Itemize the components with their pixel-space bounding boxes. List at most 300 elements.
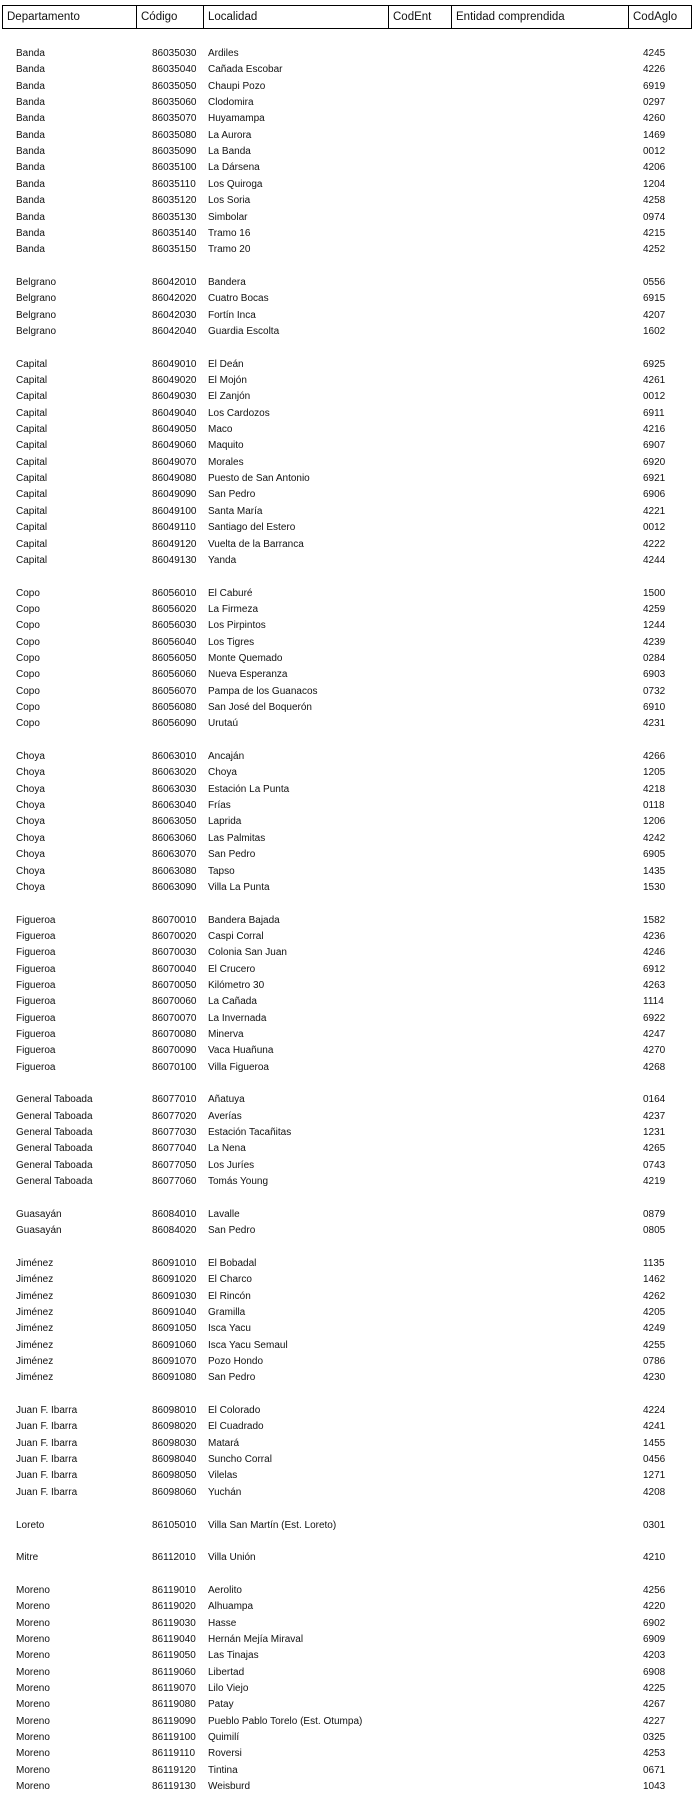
localidad-cell: Suncho Corral	[208, 1454, 272, 1466]
departamento-cell: Choya	[16, 783, 45, 795]
codigo-cell: 86070070	[152, 1012, 197, 1024]
departamento-cell: Choya	[16, 865, 45, 877]
localidad-cell: Alhuampa	[208, 1601, 254, 1613]
codigo-cell: 86056020	[152, 603, 197, 615]
departamento-cell: Belgrano	[16, 325, 57, 337]
departamento-cell: Copo	[16, 718, 40, 730]
departamento-cell: Jiménez	[16, 1356, 54, 1367]
table-row	[0, 1370, 697, 1386]
codaglo-cell: 4227	[643, 1715, 666, 1727]
codaglo-cell: 4218	[643, 783, 666, 795]
codigo-cell: 86063030	[152, 783, 197, 795]
table-row	[0, 749, 697, 765]
codaglo-cell: 4266	[643, 751, 666, 763]
localidad-cell: Caspi Corral	[208, 930, 264, 942]
localidad-cell: Villa Figueroa	[208, 1061, 269, 1073]
localidad-cell: Gramilla	[208, 1306, 246, 1318]
codaglo-cell: 0456	[643, 1454, 666, 1466]
codaglo-cell: 0974	[643, 211, 666, 223]
codigo-cell: 86063080	[152, 865, 197, 877]
codigo-cell: 86070100	[152, 1061, 197, 1073]
localidad-cell: Pueblo Pablo Torelo (Est. Otumpa)	[208, 1715, 363, 1727]
localidad-cell: Bandera	[208, 276, 246, 288]
table-row	[0, 1043, 697, 1059]
localidad-cell: Frías	[208, 800, 231, 812]
localidad-cell: Aerolito	[208, 1584, 242, 1596]
codigo-cell: 86049010	[152, 358, 197, 370]
codigo-cell: 86091060	[152, 1339, 197, 1351]
localidad-cell: Lavalle	[208, 1208, 240, 1220]
departamento-cell: Moreno	[16, 1715, 50, 1727]
table-row	[0, 308, 697, 324]
codigo-cell: 86091030	[152, 1290, 197, 1302]
departamento-cell: Banda	[16, 195, 45, 207]
departamento-cell: Capital	[16, 489, 48, 501]
departamento-cell: Juan F. Ibarra	[16, 1454, 78, 1466]
localidad-cell: La Nena	[208, 1143, 246, 1155]
table-row	[0, 357, 697, 373]
codaglo-cell: 4219	[643, 1176, 666, 1188]
codaglo-cell: 4208	[643, 1486, 666, 1498]
table-row	[0, 651, 697, 667]
codaglo-cell: 0743	[643, 1159, 666, 1171]
departamento-cell: Jiménez	[16, 1290, 54, 1302]
departamento-cell: Figueroa	[16, 914, 56, 926]
codigo-cell: 86098020	[152, 1421, 197, 1433]
localidad-cell: Ancaján	[208, 751, 245, 763]
table-row	[0, 1060, 697, 1076]
codigo-cell: 86049090	[152, 489, 197, 501]
departamento-cell: Moreno	[16, 1764, 50, 1776]
codaglo-cell: 4239	[643, 636, 666, 648]
codigo-cell: 86077030	[152, 1127, 197, 1139]
table-row	[0, 79, 697, 95]
departamento-cell: Banda	[16, 97, 45, 109]
codaglo-cell: 4253	[643, 1748, 666, 1760]
codigo-cell: 86077050	[152, 1159, 197, 1171]
table-row	[0, 798, 697, 814]
codigo-cell: 86056080	[152, 702, 197, 713]
codaglo-cell: 4268	[643, 1061, 666, 1073]
codaglo-cell: 4247	[643, 1029, 666, 1040]
departamento-cell: Jiménez	[16, 1257, 54, 1269]
codigo-cell: 86091010	[152, 1257, 197, 1269]
table-row	[0, 1256, 697, 1272]
departamento-cell: Capital	[16, 554, 48, 566]
table-row	[0, 1697, 697, 1713]
table-row	[0, 1648, 697, 1664]
localidad-cell: Los Pirpintos	[208, 620, 266, 632]
codigo-cell: 86070010	[152, 914, 197, 926]
codaglo-cell: 4224	[643, 1405, 666, 1417]
codigo-cell: 86070060	[152, 996, 197, 1008]
departamento-cell: Jiménez	[16, 1372, 54, 1384]
codaglo-cell: 0118	[643, 800, 665, 812]
table-row	[0, 814, 697, 830]
localidad-cell: Bandera Bajada	[208, 914, 280, 926]
codigo-cell: 86119040	[152, 1633, 196, 1645]
table-row	[0, 1730, 697, 1746]
codigo-cell: 86119060	[152, 1666, 196, 1678]
codaglo-cell: 6909	[643, 1633, 666, 1645]
localidad-cell: Puesto de San Antonio	[208, 473, 310, 485]
localidad-cell: El Rincón	[208, 1290, 251, 1302]
table-row	[0, 1141, 697, 1157]
table-row	[0, 962, 697, 978]
table-row	[0, 553, 697, 569]
departamento-cell: Juan F. Ibarra	[16, 1421, 78, 1433]
codigo-cell: 86119020	[152, 1601, 196, 1613]
codigo-cell: 86091040	[152, 1306, 197, 1318]
table-row	[0, 1125, 697, 1141]
table-row	[0, 1763, 697, 1779]
departamento-cell: Loreto	[16, 1519, 45, 1531]
codaglo-cell: 1582	[643, 914, 666, 926]
localidad-cell: San Pedro	[208, 1225, 256, 1237]
table-row	[0, 994, 697, 1010]
departamento-cell: Moreno	[16, 1584, 50, 1596]
codaglo-cell: 6925	[643, 358, 666, 370]
codigo-cell: 86063060	[152, 832, 197, 844]
codigo-cell: 86084020	[152, 1225, 197, 1237]
table-row	[0, 1207, 697, 1223]
codaglo-cell: 4205	[643, 1306, 666, 1318]
departamento-cell: Figueroa	[16, 1012, 56, 1024]
localidad-cell: San Pedro	[208, 1372, 256, 1384]
departamento-cell: Figueroa	[16, 996, 56, 1008]
codigo-cell: 86049040	[152, 407, 197, 419]
codigo-cell: 86091020	[152, 1274, 197, 1286]
table-row	[0, 1338, 697, 1354]
codaglo-cell: 6920	[643, 456, 666, 468]
codaglo-cell: 4221	[643, 505, 666, 517]
codaglo-cell: 1469	[643, 129, 666, 141]
codigo-cell: 86063070	[152, 849, 197, 861]
codigo-cell: 86070020	[152, 930, 197, 942]
localidad-cell: El Charco	[208, 1274, 252, 1286]
departamento-cell: Juan F. Ibarra	[16, 1437, 78, 1449]
codigo-cell: 86063040	[152, 800, 197, 812]
codaglo-cell: 1231	[643, 1127, 666, 1139]
codigo-cell: 86042010	[152, 276, 197, 288]
localidad-cell: San Pedro	[208, 849, 256, 861]
codaglo-cell: 4242	[643, 832, 666, 844]
table-row	[0, 667, 697, 683]
codaglo-cell: 4226	[643, 64, 666, 76]
codigo-cell: 86098030	[152, 1437, 197, 1449]
codigo-cell: 86091050	[152, 1323, 197, 1335]
codigo-cell: 86077060	[152, 1176, 197, 1188]
codaglo-cell: 6902	[643, 1617, 666, 1629]
table-row	[0, 128, 697, 144]
departamento-cell: Banda	[16, 129, 45, 141]
localidad-cell: Los Quiroga	[208, 178, 263, 190]
departamento-cell: Belgrano	[16, 309, 57, 321]
table-row	[0, 945, 697, 961]
departamento-cell: Choya	[16, 849, 45, 861]
departamento-cell: Choya	[16, 816, 45, 828]
codigo-cell: 86049050	[152, 424, 197, 436]
codigo-cell: 86119130	[152, 1781, 196, 1793]
departamento-cell: Choya	[16, 832, 45, 844]
codaglo-cell: 0284	[643, 652, 666, 664]
table-row	[0, 471, 697, 487]
codaglo-cell: 6908	[643, 1666, 666, 1678]
departamento-cell: Banda	[16, 244, 45, 256]
codigo-cell: 86098010	[152, 1405, 197, 1417]
localidad-cell: Clodomira	[208, 97, 254, 109]
codaglo-cell: 0012	[643, 391, 666, 403]
localidad-cell: Santiago del Estero	[208, 522, 296, 534]
departamento-cell: Figueroa	[16, 1045, 56, 1057]
localidad-cell: Tramo 20	[208, 244, 251, 256]
localidad-cell: La Firmeza	[208, 603, 259, 615]
codaglo-cell: 0786	[643, 1356, 666, 1367]
departamento-cell: Moreno	[16, 1699, 50, 1711]
table-row	[0, 1158, 697, 1174]
localidad-cell: Weisburd	[208, 1781, 251, 1793]
table-row	[0, 586, 697, 602]
localidad-cell: Yuchán	[208, 1486, 242, 1498]
codaglo-cell: 6915	[643, 293, 666, 305]
table-row	[0, 177, 697, 193]
codigo-cell: 86063010	[152, 751, 197, 763]
departamento-cell: Copo	[16, 620, 40, 632]
table-row	[0, 1599, 697, 1615]
codigo-cell: 86035050	[152, 80, 197, 92]
codaglo-cell: 6912	[643, 963, 666, 975]
codigo-cell: 86070090	[152, 1045, 197, 1057]
departamento-cell: Juan F. Ibarra	[16, 1486, 78, 1498]
table-row	[0, 1714, 697, 1730]
table-row	[0, 193, 697, 209]
table-row	[0, 1272, 697, 1288]
localidad-cell: Los Juríes	[208, 1159, 255, 1171]
table-row	[0, 913, 697, 929]
localidad-cell: La Banda	[208, 146, 251, 158]
codaglo-cell: 6906	[643, 489, 666, 501]
localidad-cell: Huyamampa	[208, 113, 265, 125]
codigo-cell: 86035090	[152, 146, 197, 158]
departamento-cell: Copo	[16, 587, 40, 599]
departamento-cell: Moreno	[16, 1650, 50, 1662]
codigo-cell: 86119090	[152, 1715, 196, 1727]
table-row	[0, 618, 697, 634]
codaglo-cell: 4246	[643, 947, 666, 959]
codaglo-cell: 4252	[643, 244, 666, 256]
table-row	[0, 275, 697, 291]
table-row	[0, 324, 697, 340]
localidad-cell: Vuelta de la Barranca	[208, 538, 304, 550]
localidad-cell: Ardiles	[208, 48, 239, 59]
codigo-cell: 86035070	[152, 113, 197, 125]
departamento-cell: Banda	[16, 227, 45, 239]
table-row	[0, 1681, 697, 1697]
codaglo-cell: 1244	[643, 620, 666, 632]
table-row	[0, 1027, 697, 1043]
table-row	[0, 111, 697, 127]
localidad-cell: La Invernada	[208, 1012, 267, 1024]
departamento-cell: Figueroa	[16, 930, 56, 942]
table-row	[0, 765, 697, 781]
codaglo-cell: 6919	[643, 80, 666, 92]
table-row	[0, 210, 697, 226]
localidad-cell: El Colorado	[208, 1405, 261, 1417]
departamento-cell: Capital	[16, 358, 48, 370]
codigo-cell: 86035040	[152, 64, 197, 76]
codaglo-cell: 6903	[643, 669, 666, 681]
codaglo-cell: 1204	[643, 178, 666, 190]
codaglo-cell: 4203	[643, 1650, 666, 1662]
table-row	[0, 291, 697, 307]
localidad-cell: Maquito	[208, 440, 244, 452]
departamento-cell: Banda	[16, 113, 45, 125]
localidad-cell: Santa María	[208, 505, 263, 517]
table-row	[0, 684, 697, 700]
codigo-cell: 86070080	[152, 1029, 197, 1040]
codigo-cell: 86035110	[152, 178, 196, 190]
departamento-cell: Choya	[16, 800, 45, 812]
localidad-cell: San Pedro	[208, 489, 256, 501]
codaglo-cell: 1500	[643, 587, 666, 599]
codaglo-cell: 0164	[643, 1094, 666, 1106]
localidad-cell: Fortín Inca	[208, 309, 256, 321]
departamento-cell: Belgrano	[16, 293, 57, 305]
header-departamento: Departamento	[3, 6, 137, 28]
codaglo-cell: 4215	[643, 227, 666, 239]
localidad-cell: Los Soria	[208, 195, 251, 207]
table-row	[0, 520, 697, 536]
departamento-cell: General Taboada	[16, 1094, 93, 1106]
departamento-cell: Figueroa	[16, 979, 56, 991]
localidad-cell: Minerva	[208, 1029, 244, 1040]
departamento-cell: Moreno	[16, 1781, 50, 1793]
codigo-cell: 86035080	[152, 129, 197, 141]
codaglo-cell: 1530	[643, 881, 666, 893]
codigo-cell: 86049020	[152, 375, 197, 386]
departamento-cell: Moreno	[16, 1748, 50, 1760]
localidad-cell: El Mojón	[208, 375, 247, 386]
codigo-cell: 86119120	[152, 1764, 196, 1776]
departamento-cell: General Taboada	[16, 1127, 93, 1139]
departamento-cell: Capital	[16, 538, 48, 550]
departamento-cell: Banda	[16, 162, 45, 174]
codaglo-cell: 4206	[643, 162, 666, 174]
localidad-cell: Colonia San Juan	[208, 947, 287, 959]
localidad-cell: La Aurora	[208, 129, 252, 141]
localidad-cell: Patay	[208, 1699, 234, 1711]
localidad-cell: Villa Unión	[208, 1552, 256, 1564]
codigo-cell: 86105010	[152, 1519, 197, 1531]
codigo-cell: 86077040	[152, 1143, 197, 1155]
codaglo-cell: 4241	[643, 1421, 666, 1433]
localidad-cell: Los Cardozos	[208, 407, 270, 419]
table-row	[0, 1223, 697, 1239]
codigo-cell: 86035130	[152, 211, 197, 223]
departamento-cell: Capital	[16, 424, 48, 436]
codaglo-cell: 1462	[643, 1274, 666, 1286]
localidad-cell: Monte Quemado	[208, 652, 283, 664]
codigo-cell: 86035060	[152, 97, 197, 109]
departamento-cell: Juan F. Ibarra	[16, 1405, 78, 1417]
localidad-cell: El Crucero	[208, 963, 256, 975]
localidad-cell: Isca Yacu Semaul	[208, 1339, 288, 1351]
localidad-cell: Lilo Viejo	[208, 1683, 249, 1694]
codaglo-cell: 0012	[643, 146, 666, 158]
departamento-cell: Moreno	[16, 1683, 50, 1694]
codaglo-cell: 1206	[643, 816, 666, 828]
codigo-cell: 86049110	[152, 522, 196, 534]
localidad-cell: El Zanjón	[208, 391, 251, 403]
table-row	[0, 422, 697, 438]
departamento-cell: Banda	[16, 64, 45, 76]
table-row	[0, 1485, 697, 1501]
codigo-cell: 86077020	[152, 1110, 197, 1122]
table-row	[0, 1518, 697, 1534]
table-row	[0, 929, 697, 945]
departamento-cell: Capital	[16, 407, 48, 419]
table-row	[0, 160, 697, 176]
codigo-cell: 86098050	[152, 1470, 197, 1482]
departamento-cell: Moreno	[16, 1617, 50, 1629]
departamento-cell: Moreno	[16, 1601, 50, 1613]
departamento-cell: Copo	[16, 636, 40, 648]
table-row	[0, 406, 697, 422]
departamento-cell: Copo	[16, 652, 40, 664]
codigo-cell: 86049080	[152, 473, 197, 485]
codaglo-cell: 4262	[643, 1290, 666, 1302]
localidad-cell: El Bobadal	[208, 1257, 257, 1269]
localidad-cell: Las Tinajas	[208, 1650, 259, 1662]
departamento-cell: Banda	[16, 211, 45, 223]
departamento-cell: Belgrano	[16, 276, 57, 288]
departamento-cell: Guasayán	[16, 1225, 62, 1237]
localidad-cell: Estación La Punta	[208, 783, 290, 795]
codaglo-cell: 4265	[643, 1143, 666, 1155]
codigo-cell: 86063020	[152, 767, 197, 779]
table-row	[0, 1092, 697, 1108]
table-row	[0, 144, 697, 160]
table-row	[0, 1321, 697, 1337]
codigo-cell: 86063090	[152, 881, 197, 893]
departamento-cell: Capital	[16, 522, 48, 534]
codaglo-cell: 0879	[643, 1208, 666, 1220]
localidad-cell: La Cañada	[208, 996, 257, 1008]
table-row	[0, 1419, 697, 1435]
departamento-cell: Copo	[16, 603, 40, 615]
table-row	[0, 537, 697, 553]
table-row	[0, 1550, 697, 1566]
localidad-cell: Pozo Hondo	[208, 1356, 264, 1367]
codaglo-cell: 0012	[643, 522, 666, 534]
codaglo-cell: 4261	[643, 375, 666, 386]
table-row	[0, 700, 697, 716]
codigo-cell: 86049100	[152, 505, 197, 517]
codigo-cell: 86049070	[152, 456, 197, 468]
localidad-cell: Simbolar	[208, 211, 248, 223]
table-row	[0, 1452, 697, 1468]
departamento-cell: Capital	[16, 391, 48, 403]
table-row	[0, 1665, 697, 1681]
localidad-cell: Roversi	[208, 1748, 242, 1760]
table-row	[0, 602, 697, 618]
table-row	[0, 716, 697, 732]
codigo-cell: 86091070	[152, 1356, 197, 1367]
codigo-cell: 86091080	[152, 1372, 197, 1384]
codaglo-cell: 4259	[643, 603, 666, 615]
localidad-cell: Tramo 16	[208, 227, 251, 239]
localidad-cell: Villa San Martín (Est. Loreto)	[208, 1519, 337, 1531]
